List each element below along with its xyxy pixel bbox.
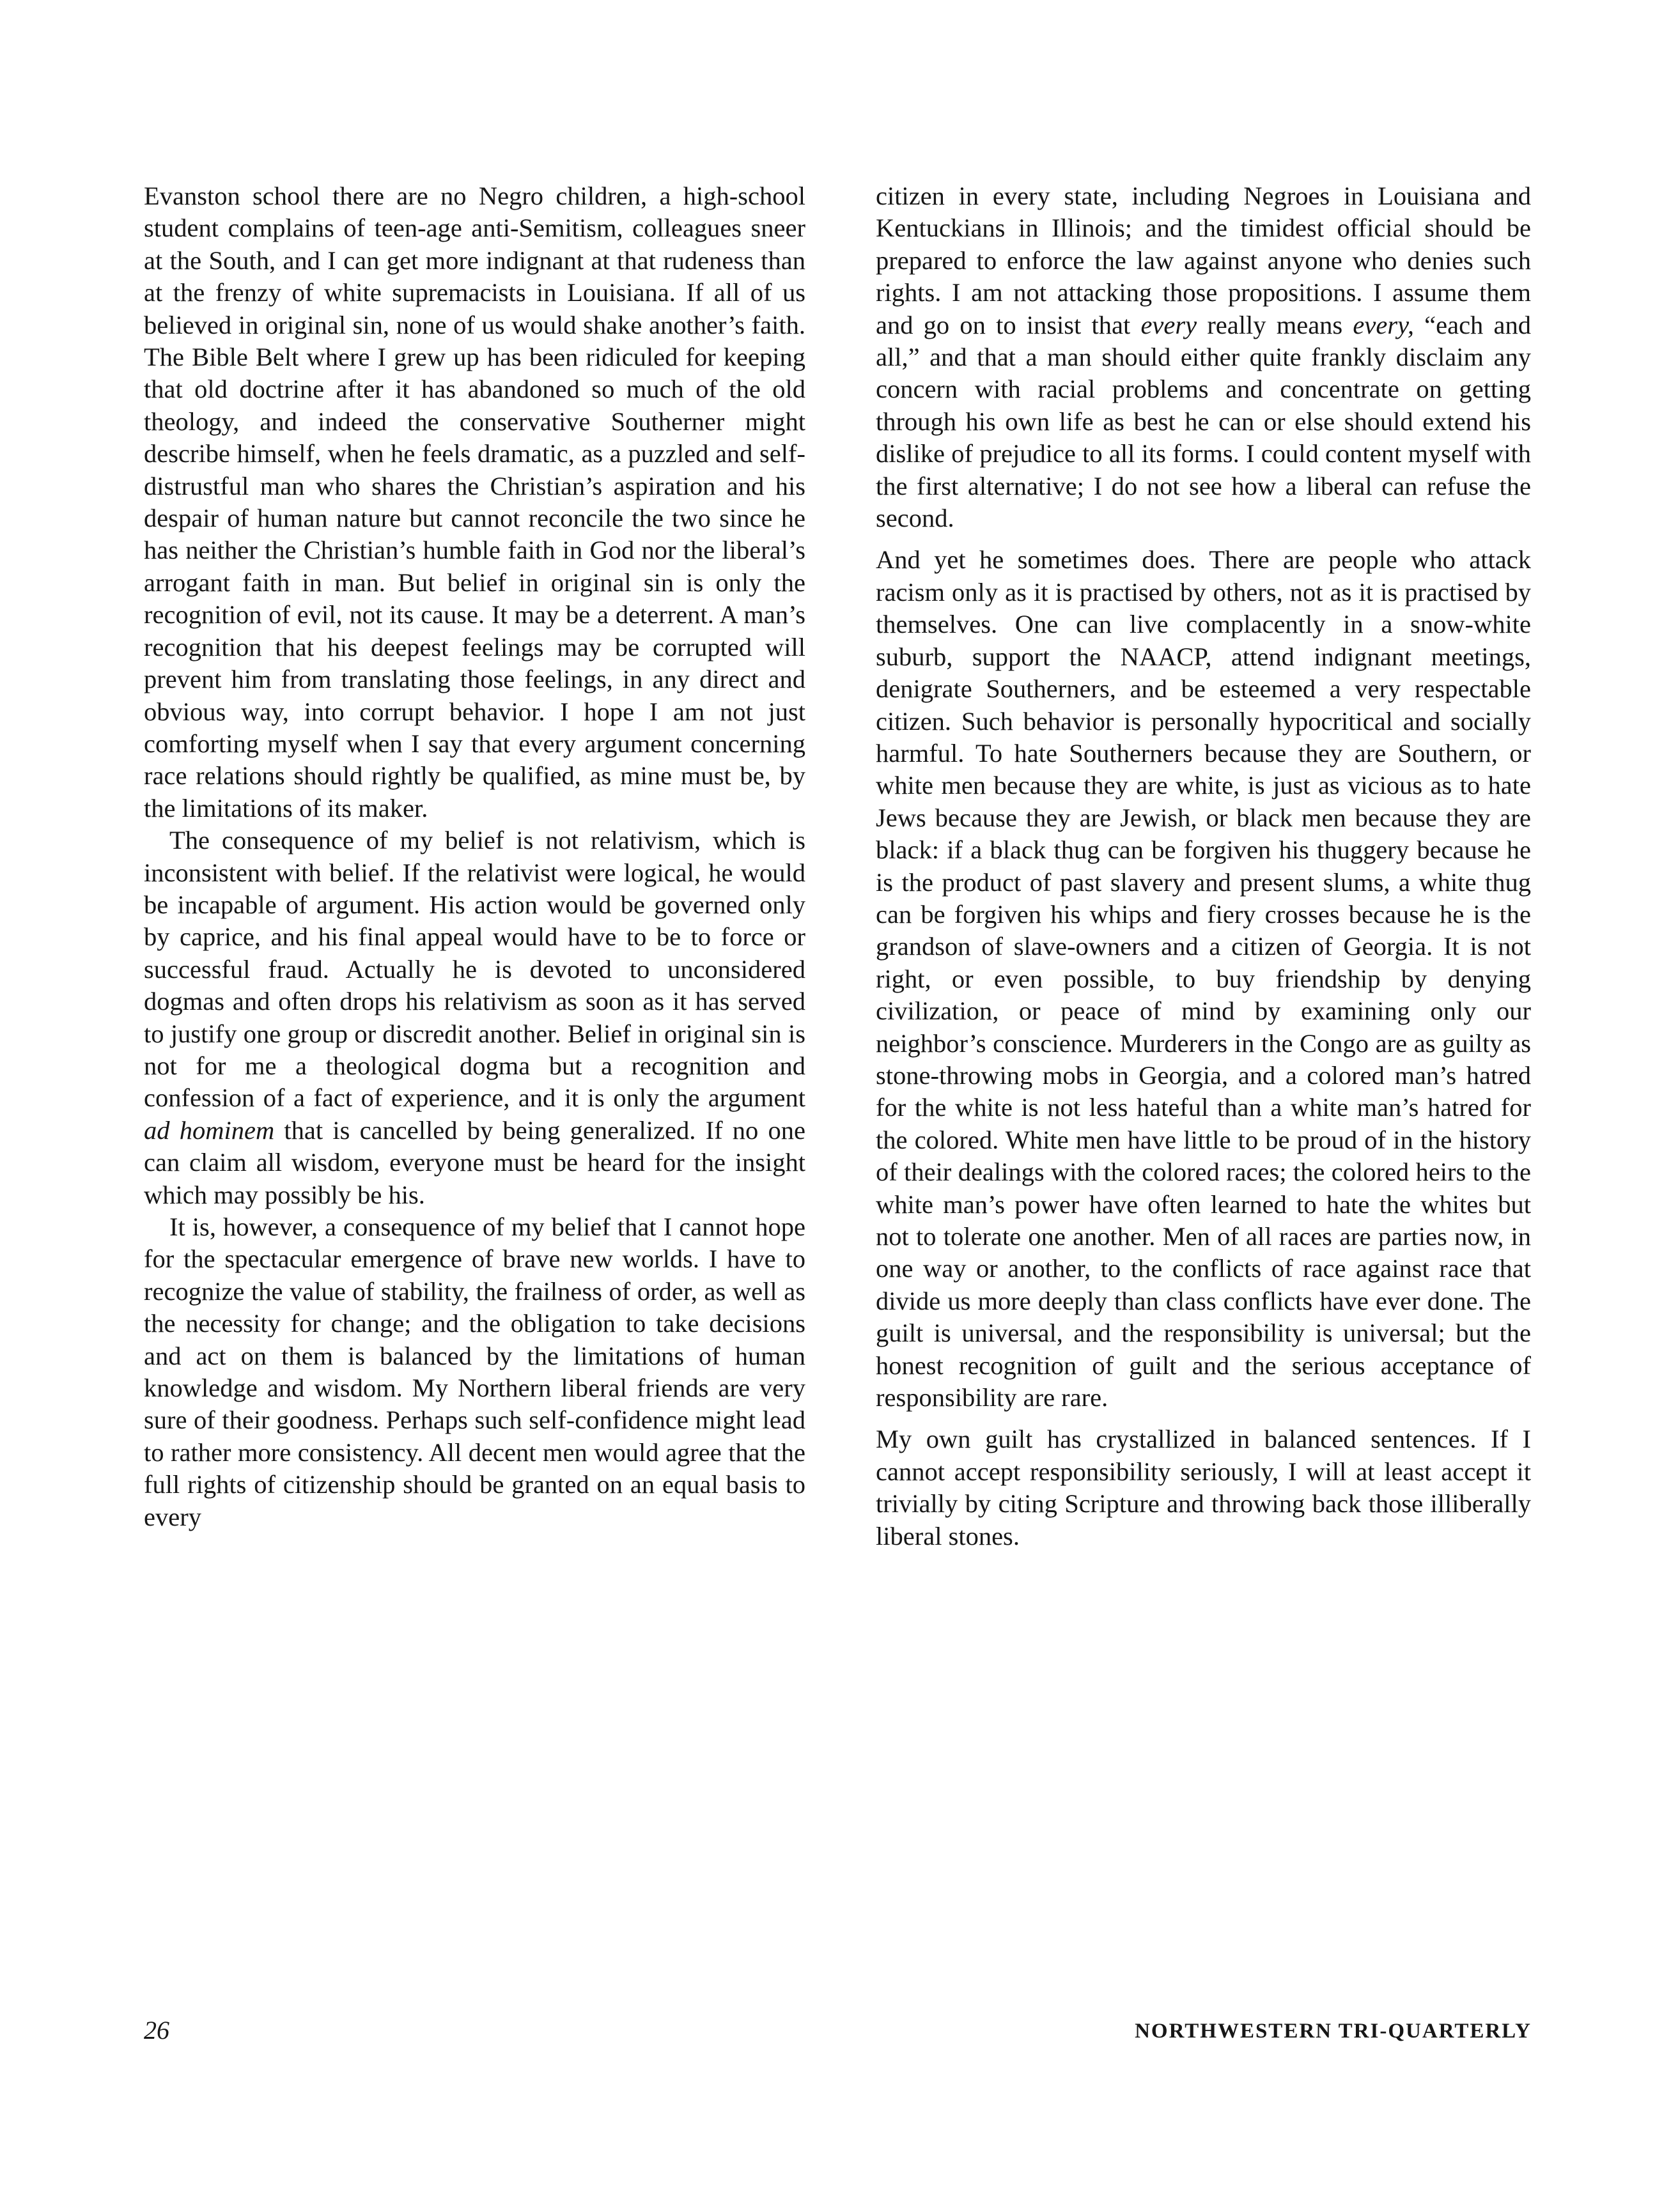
italic-word: every [1140, 310, 1197, 339]
paragraph: My own guilt has crystallized in balanced sentences. If I cannot accept responsibility seriously, I will at least accept it trivially by citing Scripture and throwing back those illiberally liberal stones. [876, 1425, 1531, 1551]
italic-word: every, [1353, 310, 1414, 339]
paragraph [144, 824, 805, 1211]
paragraph: It is, however, a consequence of my belief that I cannot hope for the spectacular emergence of brave new worlds. I have to recognize the value of stability, the frailness of order, as well as the necessity for change; and the obligation to take decisions and act on them is balanced by the limitations of human knowledge and wisdom. My Northern liberal friends are very sure of their goodness. Perhaps such self-confidence might lead to rather more consistency. All decent men would agree that the full rights of citizenship should be granted on an equal basis to every [144, 1212, 805, 1531]
paragraph: Evanston school there are no Negro children, a high-school student complains of teen-age anti-Semitism, colleagues sneer at the South, and I can get more indignant at that rudeness than at the frenzy of white supremacists in Louisiana. If all of us believed in original sin, none of us would shake another’s faith. The Bible Belt where I grew up has been ridiculed for keeping that old doctrine after it has abandoned so much of the old theology, and indeed the conservative Southerner might describe himself, when he feels dramatic, as a puzzled and self-distrustful man who shares the Christian’s aspiration and his despair of human nature but cannot reconcile the two since he has neither the Christian’s humble faith in God nor the liberal’s arrogant faith in man. But belief in original sin is only the recognition of evil, not its cause. It may be a deterrent. A man’s recognition that his deepest feelings may be corrupted will prevent him from translating those feelings, in any direct and obvious way, into corrupt behavior. I hope I am not just comforting myself when I say that every argument concerning race relations should rightly be qualified, as mine must be, by the limitations of its maker. [144, 182, 805, 823]
right-column [876, 180, 1531, 1552]
paragraph-text: really means [1197, 310, 1353, 339]
running-footer: NORTHWESTERN TRI-QUARTERLY [1135, 2020, 1532, 2043]
paragraph-text: “each and all,” and that a man should either quite frankly disclaim any concern with racial problems and concentrate on getting through his own life as best he can or else should extend his dislike of prejudice to all its forms. I could content myself with the first alternative; I do not see how a liberal can refuse the second. [876, 310, 1531, 533]
paragraph [876, 180, 1531, 534]
paragraph-text: The consequence of my belief is not relativism, which is inconsistent with belief. If the relativist were logical, he would be incapable of argument. His action would be governed only by caprice, and his final appeal would have to be to force or successful fraud. Actually he is devoted to unconsidered dogmas and often drops his relativism as soon as it has served to justify one group or discredit another. Belief in original sin is not for me a theological dogma but a recognition and confession of a fact of experience, and it is only the argument [144, 826, 805, 1113]
page-number: 26 [144, 2016, 169, 2045]
paragraph-text: citizen in every state, including Negroes in Louisiana and Kentuckians in Illinois; and the timidest official should be prepared to enforce the law against anyone who denies such rights. I am not attacking those propositions. I assume them and go on to insist that [876, 182, 1531, 339]
italic-phrase: ad hominem [144, 1115, 275, 1145]
left-column [144, 180, 805, 1533]
paragraph-text: that is cancelled by being generalized. If no one can claim all wisdom, everyone must be heard for the insight which may possibly be his. [144, 1115, 805, 1209]
paragraph: And yet he sometimes does. There are people who attack racism only as it is practised by others, not as it is practised by themselves. One can live complacently in a snow-white suburb, support the NAACP, attend indignant meetings, denigrate Southerners, and be esteemed a very respectable citizen. Such behavior is personally hypocritical and socially harmful. To hate Southerners because they are Southern, or white men because they are white, is just as vicious as to hate Jews because they are Jewish, or black men because they are black: if a black thug can be forgiven his thuggery because he is the product of past slavery and present slums, a white thug can be forgiven his whips and fiery crosses because he is the grandson of slave-owners and a citizen of Georgia. It is not right, or even possible, to buy friendship by denying civilization, or peace of mind by examining only our neighbor’s conscience. Murderers in the Congo are as guilty as stone-throwing mobs in Georgia, and a colored man’s hatred for the white is not less hateful than a white man’s hatred for the colored. White men have little to be proud of in the history of their dealings with the colored races; the colored heirs to the white man’s power have often learned to hate the whites but not to tolerate one another. Men of all races are parties now, in one way or another, to the conflicts of race against race that divide us more deeply than class conflicts have ever done. The guilt is universal, and the responsibility is universal; but the honest recognition of guilt and the serious acceptance of responsibility are rare. [876, 545, 1531, 1412]
